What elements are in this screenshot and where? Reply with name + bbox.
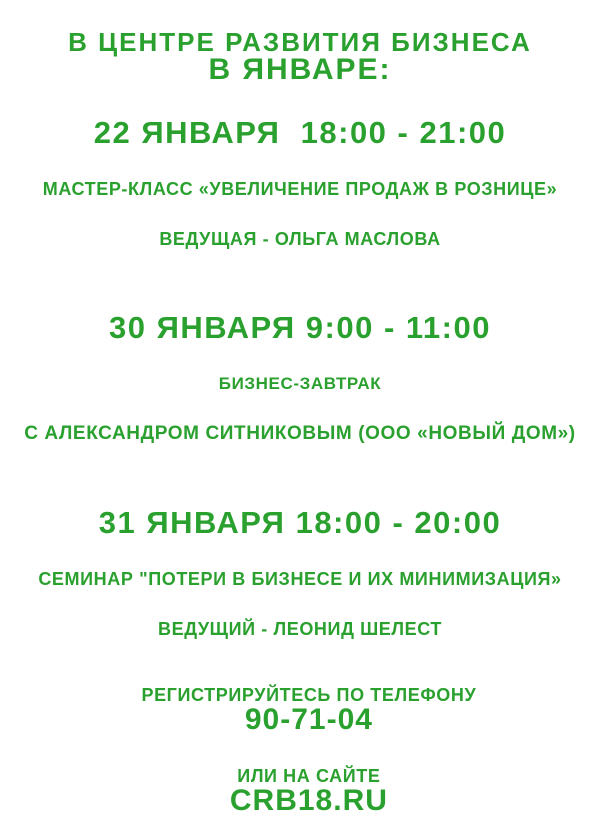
- site-label: ИЛИ НА САЙТЕ: [237, 766, 381, 786]
- phone-label: РЕГИСТРИРУЙТЕСЬ ПО ТЕЛЕФОНУ: [141, 685, 477, 705]
- event-3-datetime: 31 ЯНВАРЯ 18:00 - 20:00: [98, 505, 502, 540]
- event-block-2: [0, 280, 600, 475]
- phone-number: 90-71-04: [244, 703, 373, 736]
- registration-site-line: [0, 751, 600, 832]
- site-url: CRB18.RU: [229, 784, 388, 817]
- event-block-1: [0, 85, 600, 280]
- event-3-description: СЕМИНАР "ПОТЕРИ В БИЗНЕСЕ И ИХ МИНИМИЗАЦИЯ»: [38, 569, 562, 589]
- poster-title-line1: В ЦЕНТРЕ РАЗВИТИЯ БИЗНЕСА: [68, 27, 532, 57]
- registration-phone-line: [0, 670, 600, 751]
- event-1-description: МАСТЕР-КЛАСС «УВЕЛИЧЕНИЕ ПРОДАЖ В РОЗНИЦЕ»: [42, 179, 558, 199]
- event-3-host: ВЕДУЩИЙ - ЛЕОНИД ШЕЛЕСТ: [158, 619, 442, 639]
- poster-title-line2: В ЯНВАРЕ:: [208, 53, 392, 86]
- event-block-3: [0, 475, 600, 670]
- event-2-datetime: 30 ЯНВАРЯ 9:00 - 11:00: [109, 310, 491, 345]
- event-2-host: С АЛЕКСАНДРОМ СИТНИКОВЫМ (ООО «НОВЫЙ ДОМ»): [24, 423, 576, 444]
- event-1-host: ВЕДУЩАЯ - ОЛЬГА МАСЛОВА: [159, 229, 441, 249]
- event-2-description: БИЗНЕС-ЗАВТРАК: [218, 374, 382, 393]
- event-1-datetime: 22 ЯНВАРЯ 18:00 - 21:00: [93, 115, 507, 150]
